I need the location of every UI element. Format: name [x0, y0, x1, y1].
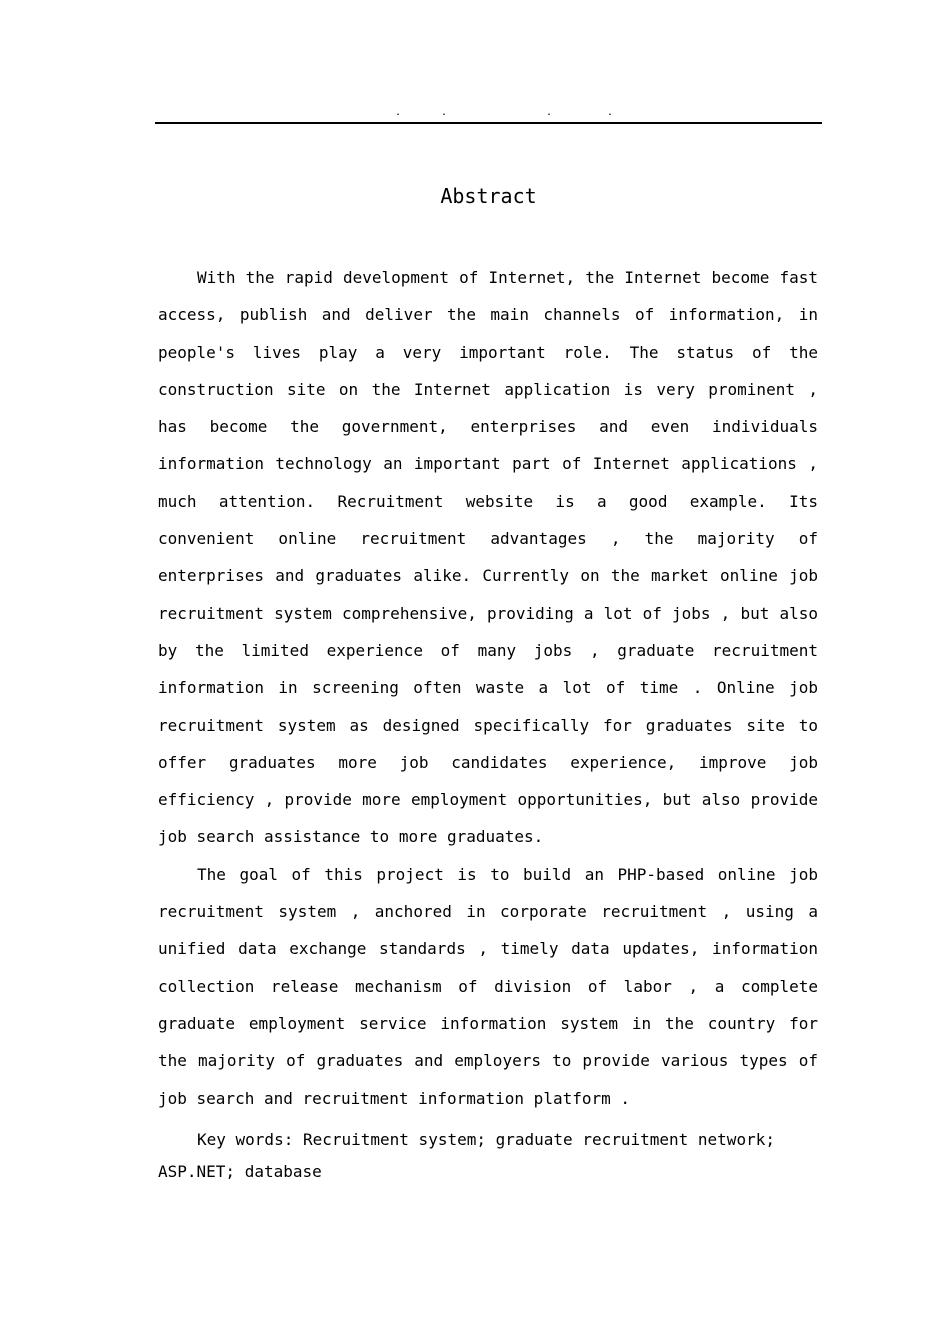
header-rule — [155, 122, 822, 124]
header-dot: . — [395, 107, 402, 118]
page-header-marks — [155, 106, 822, 120]
abstract-body — [158, 259, 818, 1117]
header-dot: . — [441, 107, 448, 118]
page-title: Abstract — [440, 184, 537, 208]
keywords-line: Key words: Recruitment system; graduate recruitment network; ASP.NET; database — [158, 1130, 775, 1181]
abstract-paragraph-2: The goal of this project is to build an PHP-based online job recruitment system , anchored in corporate recruitment , using a unified data exchange standards , timely data updates, information collection release mechanism of division of labor , a complete graduate employment service information system in the country for the majority of graduates and employers to provide various types of job search and recruitment information platform . — [158, 864, 818, 1108]
header-dot: . — [607, 107, 614, 118]
abstract-paragraph-1: With the rapid development of Internet, the Internet become fast access, publish and deliver the main channels of information, in people's lives play a very important role. The status of the construction site on the Internet application is very prominent , has become the government, enterprises and even individuals information technology an important part of Internet applications , much attention. Recruitment website is a good example. Its convenient online recruitment advantages , the majority of enterprises and graduates alike. Currently on the market online job recruitment system comprehensive, providing a lot of jobs , but also by the limited experience of many jobs , graduate recruitment information in screening often waste a lot of time . Online job recruitment system as designed specifically for graduates site to offer graduates more job candidates experience, improve job efficiency , provide more employment opportunities, but also provide job search assistance to more graduates. — [158, 268, 818, 847]
header-dot: . — [546, 107, 553, 118]
